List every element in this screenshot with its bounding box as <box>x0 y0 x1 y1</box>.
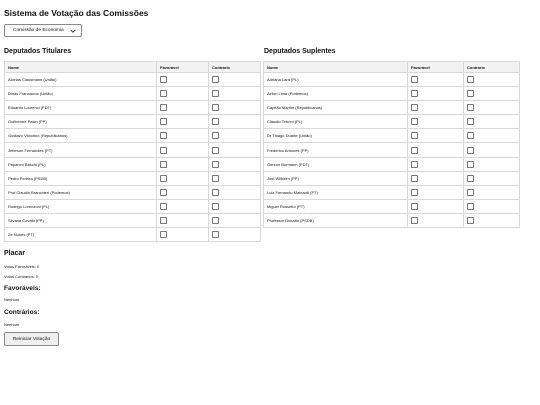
favoravel-checkbox[interactable] <box>411 217 418 224</box>
contrario-checkbox[interactable] <box>467 203 474 210</box>
favoravel-checkbox[interactable] <box>411 147 418 154</box>
column-header-favoravel: Favorável <box>408 62 464 73</box>
contrario-cell <box>464 213 520 227</box>
commission-select[interactable] <box>4 24 82 37</box>
favoravel-checkbox[interactable] <box>160 161 167 168</box>
favoravel-cell <box>408 101 464 115</box>
table-row <box>264 101 520 115</box>
favoravel-checkbox[interactable] <box>160 189 167 196</box>
favoravel-cell <box>157 199 209 213</box>
favoravel-checkbox[interactable] <box>411 189 418 196</box>
deputy-name: Alceias Clausmann (União) <box>5 73 157 87</box>
favoravel-checkbox[interactable] <box>411 118 418 125</box>
contrario-cell <box>209 73 261 87</box>
table-row <box>5 185 261 199</box>
contrarios-list: Nenhum <box>4 322 20 327</box>
favoravel-checkbox[interactable] <box>411 203 418 210</box>
table-row <box>5 143 261 157</box>
deputy-name: Jeferson Fernandes (PT) <box>5 143 157 157</box>
deputy-name: Airton Lima (Podemos) <box>264 87 408 101</box>
table-row <box>264 129 520 143</box>
contrario-checkbox[interactable] <box>212 203 219 210</box>
favoravel-cell <box>408 171 464 185</box>
deputy-name: Zé Nunes (PT) <box>5 228 157 242</box>
favoravel-checkbox[interactable] <box>160 132 167 139</box>
deputy-name: Joel Wilhelm (PP) <box>264 171 408 185</box>
favoravel-cell <box>408 213 464 227</box>
table-row <box>264 199 520 213</box>
deputy-name: Cláudio Tetroni (PL) <box>264 115 408 129</box>
suplentes-heading: Deputados Suplentes <box>264 48 336 55</box>
favoravel-cell <box>157 157 209 171</box>
contrario-checkbox[interactable] <box>212 147 219 154</box>
contrario-cell <box>464 87 520 101</box>
contrario-checkbox[interactable] <box>467 132 474 139</box>
favoravel-checkbox[interactable] <box>411 104 418 111</box>
column-header-contrario: Contrário <box>464 62 520 73</box>
favoravel-cell <box>408 199 464 213</box>
deputy-name: Dinas Franciscos (União) <box>5 87 157 101</box>
favoravel-cell <box>408 143 464 157</box>
table-row <box>264 185 520 199</box>
table-row <box>5 171 261 185</box>
contrario-checkbox[interactable] <box>212 189 219 196</box>
table-row <box>5 157 261 171</box>
favoravel-checkbox[interactable] <box>160 76 167 83</box>
page-title: Sistema de Votação das Comissões <box>4 8 149 18</box>
contrario-cell <box>464 73 520 87</box>
contrario-cell <box>464 129 520 143</box>
contrario-checkbox[interactable] <box>467 76 474 83</box>
chevron-down-icon <box>70 28 76 34</box>
favoravel-cell <box>408 87 464 101</box>
table-row <box>264 115 520 129</box>
table-row <box>264 213 520 227</box>
favoravel-checkbox[interactable] <box>411 90 418 97</box>
titulares-heading: Deputados Titulares <box>4 48 72 55</box>
table-row <box>264 171 520 185</box>
contrario-checkbox[interactable] <box>467 118 474 125</box>
deputy-name: Adriana Lara (PL) <box>264 73 408 87</box>
contrario-checkbox[interactable] <box>212 76 219 83</box>
reset-vote-button[interactable]: Reiniciar Votação <box>4 332 59 346</box>
favoravel-cell <box>157 185 209 199</box>
column-header-contrario: Contrário <box>209 62 261 73</box>
contrarios-heading: Contrários: <box>4 309 40 316</box>
deputy-name: Capitão Martim (Republicanos) <box>264 101 408 115</box>
favoravel-checkbox[interactable] <box>160 175 167 182</box>
table-row <box>5 115 261 129</box>
table-row <box>264 87 520 101</box>
favoravel-cell <box>157 143 209 157</box>
deputy-name: Guilherme Pasin (PP) <box>5 115 157 129</box>
favoraveis-list: Nenhum <box>4 297 20 302</box>
favoravel-checkbox[interactable] <box>160 104 167 111</box>
favoravel-checkbox[interactable] <box>160 231 167 238</box>
contrario-cell <box>464 185 520 199</box>
contrario-checkbox[interactable] <box>212 104 219 111</box>
deputy-name: Miguel Rossetto (PT) <box>264 199 408 213</box>
column-header-favoravel: Favorável <box>157 62 209 73</box>
contrario-checkbox[interactable] <box>467 147 474 154</box>
deputy-name: Prof.Claudio Branchieri (Podemos) <box>5 185 157 199</box>
deputy-name: Paparico Bacchi (PL) <box>5 157 157 171</box>
contrario-cell <box>209 157 261 171</box>
table-header-row <box>5 62 261 73</box>
commission-select-value: Comissão de Economia <box>13 28 64 33</box>
contrario-checkbox[interactable] <box>467 104 474 111</box>
deputy-name: Professor Bonatto (PSDB) <box>264 213 408 227</box>
favoravel-checkbox[interactable] <box>411 175 418 182</box>
favoraveis-heading: Favoráveis: <box>4 285 41 292</box>
contrario-cell <box>209 228 261 242</box>
table-row <box>5 129 261 143</box>
deputy-name: Frederico Antunes (PP) <box>264 143 408 157</box>
contrario-cell <box>464 101 520 115</box>
table-row <box>5 87 261 101</box>
contrario-checkbox[interactable] <box>212 217 219 224</box>
table-row <box>5 213 261 227</box>
favoravel-checkbox[interactable] <box>411 76 418 83</box>
contrario-checkbox[interactable] <box>467 189 474 196</box>
favoravel-cell <box>157 171 209 185</box>
favoravel-checkbox[interactable] <box>160 147 167 154</box>
contrario-checkbox[interactable] <box>212 90 219 97</box>
favoravel-cell <box>157 87 209 101</box>
favoravel-cell <box>157 101 209 115</box>
table-row <box>264 73 520 87</box>
contrario-cell <box>209 101 261 115</box>
contrario-cell <box>209 171 261 185</box>
favoravel-cell <box>408 115 464 129</box>
contrario-cell <box>209 129 261 143</box>
favoravel-cell <box>408 157 464 171</box>
contrario-cell <box>464 115 520 129</box>
favoravel-cell <box>157 129 209 143</box>
favoravel-cell <box>157 115 209 129</box>
votes-contrarios-count: Votos Contrários: 0 <box>4 274 39 279</box>
contrario-checkbox[interactable] <box>212 132 219 139</box>
contrario-cell <box>209 87 261 101</box>
contrario-cell <box>209 115 261 129</box>
deputy-name: Dr Thiago Duarte (União) <box>264 129 408 143</box>
contrario-cell <box>209 199 261 213</box>
contrario-checkbox[interactable] <box>467 161 474 168</box>
contrario-checkbox[interactable] <box>467 217 474 224</box>
contrario-cell <box>464 199 520 213</box>
deputy-name: Luiz Fernando Mainardi (PT) <box>264 185 408 199</box>
table-row <box>5 228 261 242</box>
favoravel-cell <box>408 129 464 143</box>
column-header-name: Nome <box>264 62 408 73</box>
contrario-cell <box>464 157 520 171</box>
table-row <box>5 199 261 213</box>
favoravel-cell <box>157 73 209 87</box>
contrario-checkbox[interactable] <box>212 231 219 238</box>
deputy-name: Rodrigo Lorenzoni (PL) <box>5 199 157 213</box>
table-row <box>5 73 261 87</box>
favoravel-checkbox[interactable] <box>160 217 167 224</box>
favoravel-checkbox[interactable] <box>411 132 418 139</box>
votes-favoraveis-count: Votos Favoráveis: 0 <box>4 264 40 269</box>
contrario-checkbox[interactable] <box>212 161 219 168</box>
contrario-cell <box>209 213 261 227</box>
deputy-name: Pedro Pereira (PSDB) <box>5 171 157 185</box>
deputy-name: Silvana Covatti (PP) <box>5 213 157 227</box>
suplentes-table <box>263 61 520 228</box>
favoravel-cell <box>408 185 464 199</box>
favoravel-checkbox[interactable] <box>411 161 418 168</box>
contrario-cell <box>464 171 520 185</box>
table-row <box>5 101 261 115</box>
table-header-row <box>264 62 520 73</box>
favoravel-checkbox[interactable] <box>160 203 167 210</box>
column-header-name: Nome <box>5 62 157 73</box>
titulares-table <box>4 61 261 242</box>
contrario-cell <box>209 143 261 157</box>
contrario-cell <box>209 185 261 199</box>
deputy-name: Gustavo Victorino (Republicanos) <box>5 129 157 143</box>
favoravel-checkbox[interactable] <box>160 90 167 97</box>
contrario-cell <box>464 143 520 157</box>
table-row <box>264 157 520 171</box>
table-row <box>264 143 520 157</box>
contrario-checkbox[interactable] <box>212 175 219 182</box>
deputy-name: Eduardo Lourenci (PDT) <box>5 101 157 115</box>
favoravel-checkbox[interactable] <box>160 118 167 125</box>
favoravel-cell <box>408 73 464 87</box>
deputy-name: Gerson Burmann (PDT) <box>264 157 408 171</box>
contrario-checkbox[interactable] <box>467 175 474 182</box>
contrario-checkbox[interactable] <box>212 118 219 125</box>
contrario-checkbox[interactable] <box>467 90 474 97</box>
favoravel-cell <box>157 213 209 227</box>
favoravel-cell <box>157 228 209 242</box>
placar-heading: Placar <box>4 250 26 257</box>
